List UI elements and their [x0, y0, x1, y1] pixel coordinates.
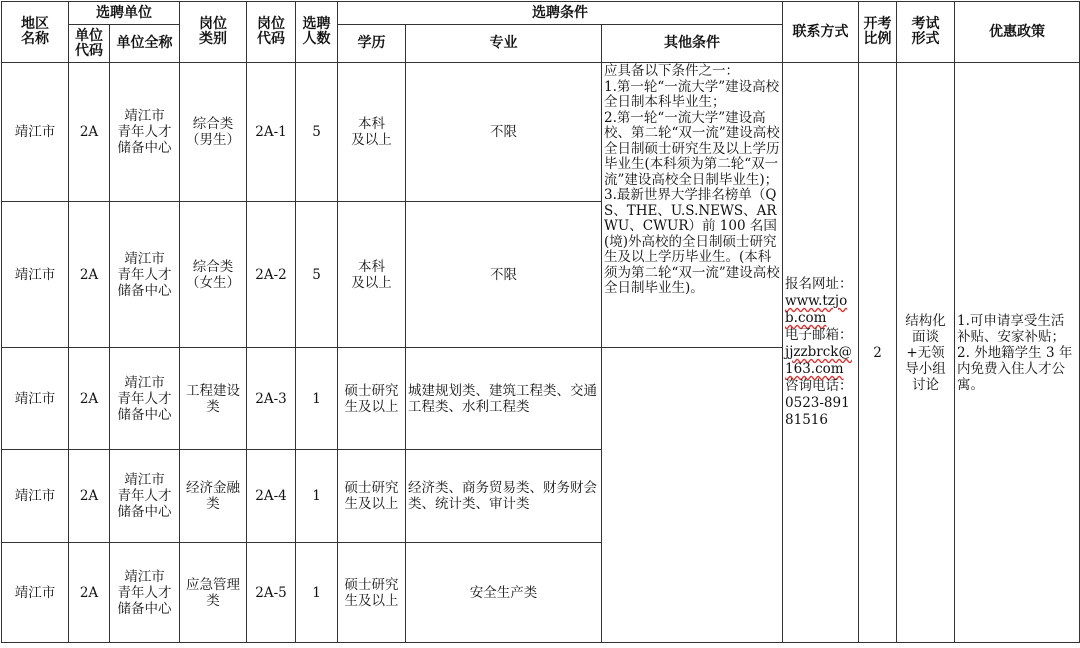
cell-major: 不限 [406, 202, 602, 348]
header-major: 专业 [406, 25, 602, 63]
cell-post-type: 工程建设 类 [180, 348, 247, 450]
header-conditions-group: 选聘条件 [338, 2, 783, 25]
cell-unit-name: 靖江市 青年人才 储备中心 [110, 348, 180, 450]
cell-unit-name: 靖江市 青年人才 储备中心 [110, 543, 180, 643]
cell-count: 1 [296, 543, 338, 643]
cell-education: 硕士研究 生及以上 [338, 450, 406, 543]
header-post-code: 岗位 代码 [247, 2, 296, 63]
cell-post-type: 综合类 （女生） [180, 202, 247, 348]
contact-phone-label: 咨询电话： [785, 378, 853, 394]
cell-region: 靖江市 [2, 543, 69, 643]
contact-website: www.tzjob.com [785, 293, 848, 326]
contact-email: jjzzbrck@163.com [785, 344, 852, 377]
cell-contact [783, 63, 859, 643]
header-ratio: 开考 比例 [859, 2, 897, 63]
contact-website-label: 报名网址： [785, 276, 853, 292]
cell-exam-form: 结构化面谈+无领导小组讨论 [897, 63, 955, 643]
cell-region: 靖江市 [2, 450, 69, 543]
cell-education: 硕士研究 生及以上 [338, 543, 406, 643]
cell-unit-code: 2A [69, 63, 110, 202]
cell-unit-code: 2A [69, 348, 110, 450]
cell-unit-name: 靖江市 青年人才 储备中心 [110, 450, 180, 543]
cell-count: 5 [296, 202, 338, 348]
cell-post-code: 2A-5 [247, 543, 296, 643]
cell-region: 靖江市 [2, 202, 69, 348]
cell-major: 经济类、商务贸易类、财务财会类、统计类、审计类 [406, 450, 602, 543]
contact-phone: 0523-89181516 [785, 395, 850, 428]
cell-unit-code: 2A [69, 202, 110, 348]
cell-post-type: 应急管理 类 [180, 543, 247, 643]
cell-region: 靖江市 [2, 348, 69, 450]
header-other: 其他条件 [602, 25, 783, 63]
cell-post-code: 2A-4 [247, 450, 296, 543]
contact-email-label: 电子邮箱： [785, 327, 853, 343]
cell-education: 本科 及以上 [338, 63, 406, 202]
cell-other-conditions: 应具备以下条件之一： 1.第一轮“一流大学”建设高校全日制本科毕业生； 2.第一轮“一流大学”建设高校、第二轮“双一流”建设高校全日制硕士研究生及以上学历毕业生(本科须为第二轮“双一流”建设高校全日制毕业生)； 3.最新世界大学排名榜单（QS、THE、U.S.NEWS、ARWU、CWUR）前 100 名国(境)外高校的全日制硕士研究生及以上学历毕业生。(本科须为第二轮“双一流”建设高校全日制毕业生)。 [602, 63, 783, 348]
header-unit-name: 单位全称 [110, 25, 180, 63]
cell-major: 不限 [406, 63, 602, 202]
cell-count: 5 [296, 63, 338, 202]
cell-post-type: 经济金融 类 [180, 450, 247, 543]
header-exam-form: 考试 形式 [897, 2, 955, 63]
header-contact: 联系方式 [783, 2, 859, 63]
cell-unit-code: 2A [69, 543, 110, 643]
cell-major: 安全生产类 [406, 543, 602, 643]
header-post-type: 岗位 类别 [180, 2, 247, 63]
header-education: 学历 [338, 25, 406, 63]
recruitment-table [1, 1, 1080, 643]
header-unit-code: 单位 代码 [69, 25, 110, 63]
cell-post-code: 2A-1 [247, 63, 296, 202]
cell-education: 本科 及以上 [338, 202, 406, 348]
cell-count: 1 [296, 348, 338, 450]
cell-major: 城建规划类、建筑工程类、交通工程类、水利工程类 [406, 348, 602, 450]
table-row [2, 63, 1080, 202]
cell-count: 1 [296, 450, 338, 543]
header-hire-count: 选聘 人数 [296, 2, 338, 63]
cell-ratio: 2 [859, 63, 897, 643]
header-unit-group: 选聘单位 [69, 2, 180, 25]
cell-post-code: 2A-2 [247, 202, 296, 348]
cell-post-type: 综合类 （男生） [180, 63, 247, 202]
cell-other-conditions-empty [602, 348, 783, 643]
header-region: 地区 名称 [2, 2, 69, 63]
cell-post-code: 2A-3 [247, 348, 296, 450]
cell-education: 硕士研究 生及以上 [338, 348, 406, 450]
header-policy: 优惠政策 [955, 2, 1080, 63]
cell-unit-code: 2A [69, 450, 110, 543]
cell-policy: 1.可申请享受生活补贴、安家补贴； 2. 外地籍学生 3 年内免费入住人才公寓。 [955, 63, 1080, 643]
cell-unit-name: 靖江市 青年人才 储备中心 [110, 202, 180, 348]
cell-region: 靖江市 [2, 63, 69, 202]
cell-unit-name: 靖江市 青年人才 储备中心 [110, 63, 180, 202]
